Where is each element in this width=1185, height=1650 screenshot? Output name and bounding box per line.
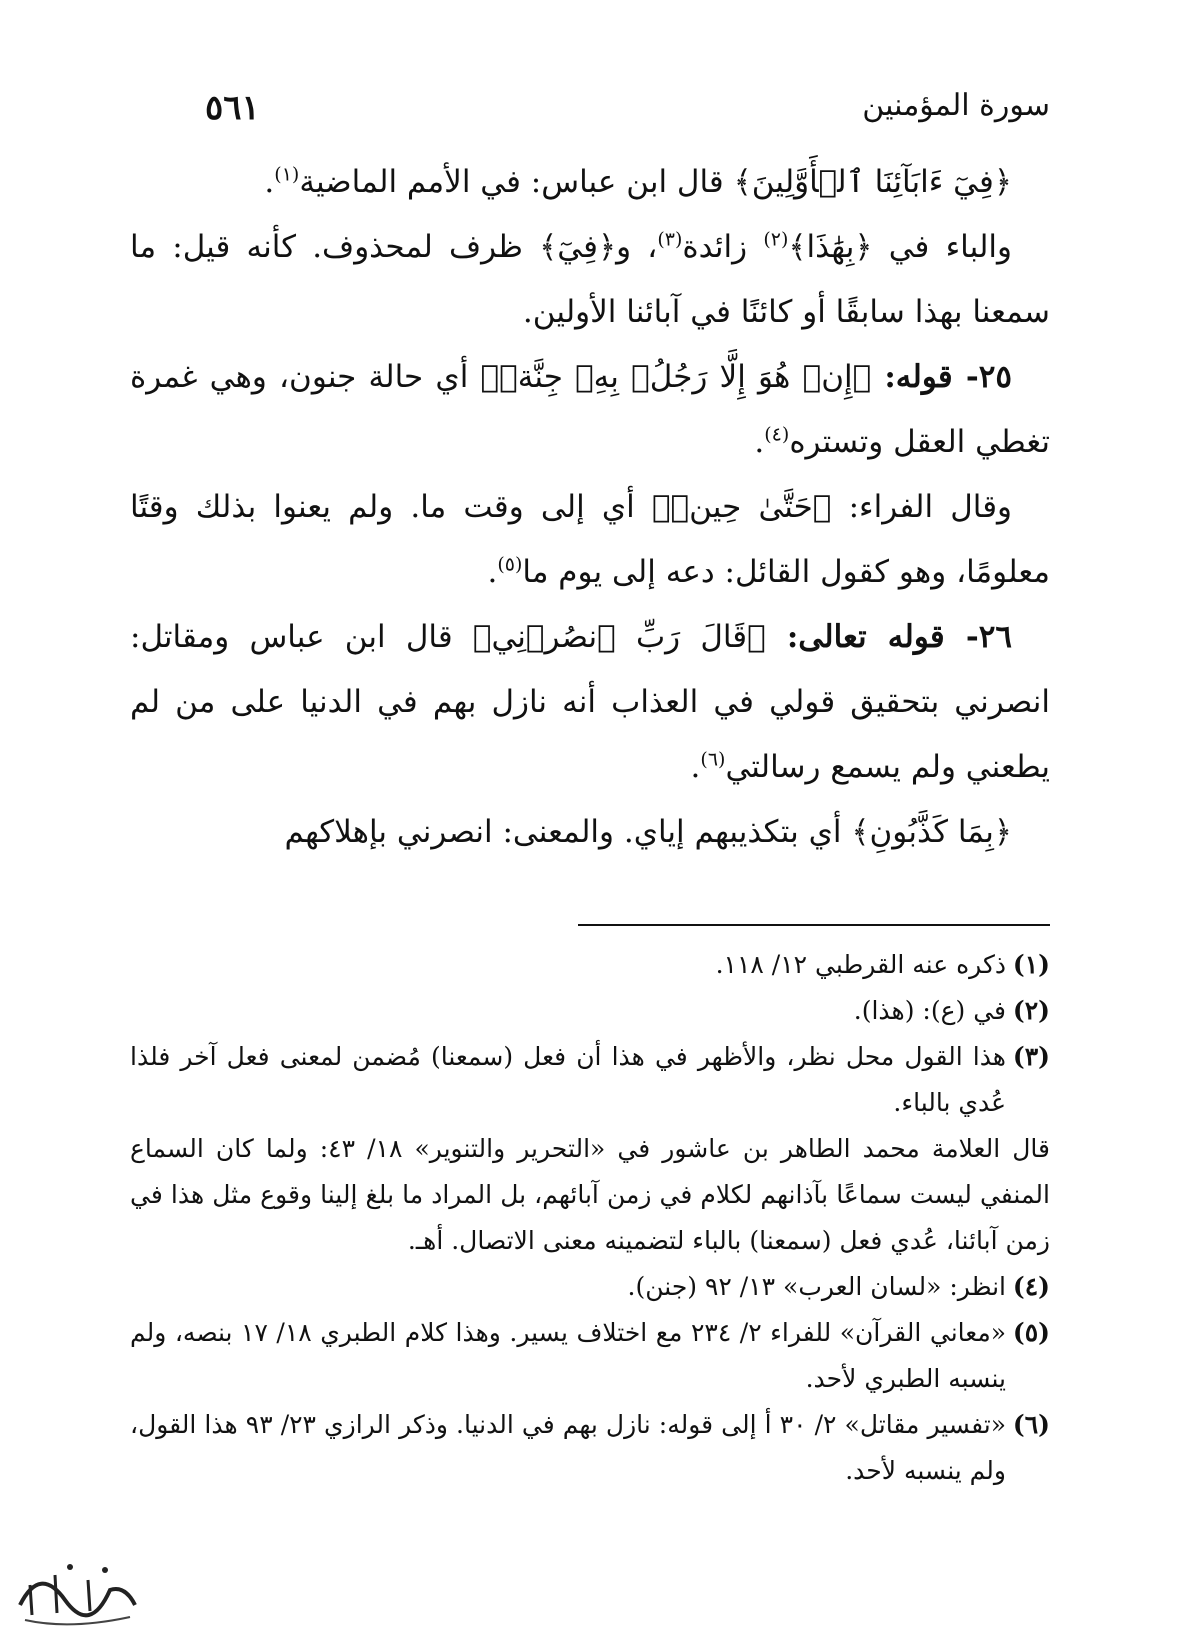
footnote-text: في (ع): (هذا). xyxy=(853,996,1006,1025)
paragraph-text: قال ابن عباس ومقاتل: انصرني بتحقيق قولي في العذاب أنه نازل بهم في الدنيا على من لم يطعني ولم يسمع رسالتي xyxy=(130,619,1050,785)
verse-number: ٢٥- قوله: xyxy=(871,359,1012,395)
main-text xyxy=(130,150,1050,865)
footnote-ref: (٤) xyxy=(764,423,790,446)
calligraphy-seal-logo xyxy=(10,1545,145,1635)
footnotes xyxy=(130,942,1050,1494)
paragraph-text: أي حالة جنون، وهي غمرة تغطي العقل وتستره xyxy=(130,359,1050,460)
footnote-text: انظر: «لسان العرب» ١٣/ ٩٢ (جنن). xyxy=(627,1272,1006,1301)
footnote-ref: (٦) xyxy=(700,748,726,771)
running-title: سورة المؤمنين xyxy=(862,88,1050,123)
paragraph-text: أي إلى وقت ما. ولم يعنوا بذلك وقتًا معلومًا، وهو كقول القائل: دعه إلى يوم ما xyxy=(130,489,1050,590)
verse-number: ٢٦- قوله تعالى: xyxy=(765,619,1012,655)
footnote-number: (٦) xyxy=(1012,1410,1050,1439)
paragraph-3 xyxy=(130,345,1050,475)
quran-quote: ﴿إِنۡ هُوَ إِلَّا رَجُلُۢ بِهِۦ جِنَّةٞ﴾ xyxy=(480,359,872,395)
footnote-ref: (٣) xyxy=(657,228,683,251)
paragraph-6 xyxy=(130,800,1050,865)
quran-quote: ﴿فِيٓ﴾ xyxy=(539,229,617,265)
paragraph-text: زائدة xyxy=(682,229,764,265)
footnote-ref: (٥) xyxy=(497,553,523,576)
footnote-text: «معاني القرآن» للفراء ٢/ ٢٣٤ مع اختلاف يسير. وهذا كلام الطبري ١٨/ ١٧ بنصه، ولم ينسبه الطبري لأحد. xyxy=(130,1318,1007,1393)
paragraph-text-end: . xyxy=(690,749,701,785)
paragraph-text: ، و xyxy=(616,229,658,265)
footnote-text: «تفسير مقاتل» ٢/ ٣٠ أ إلى قوله: نازل بهم في الدنيا. وذكر الرازي ٢٣/ ٩٣ هذا القول، ولم ينسبه لأحد. xyxy=(130,1410,1006,1485)
footnote-number: (١) xyxy=(1012,950,1050,979)
paragraph-text: والباء في xyxy=(872,229,1012,265)
paragraph-text: ظرف لمحذوف. كأنه قيل: ما سمعنا بهذا سابقًا أو كائنًا في آبائنا الأولين. xyxy=(130,229,1050,330)
footnote-ref: (١) xyxy=(274,163,300,186)
paragraph-text-end: . xyxy=(754,424,765,460)
footnote xyxy=(130,988,1050,1034)
quran-quote: ﴿حَتَّىٰ حِينٖ﴾ xyxy=(651,489,832,525)
quran-quote: ﴿قَالَ رَبِّ ٱنصُرۡنِي﴾ xyxy=(472,619,766,655)
paragraph-text: قال ابن عباس: في الأمم الماضية xyxy=(299,164,734,200)
footnote-number: (٣) xyxy=(1012,1042,1050,1071)
paragraph-text: أي بتكذيبهم إياي. والمعنى: انصرني بإهلاكهم xyxy=(284,814,852,850)
quran-quote: ﴿بِمَا كَذَّبُونِ﴾ xyxy=(851,814,1012,850)
paragraph-4 xyxy=(130,475,1050,605)
footnote-ref: (٢) xyxy=(763,228,789,251)
paragraph-text-end: . xyxy=(487,554,498,590)
footnote-continuation: قال العلامة محمد الطاهر بن عاشور في «التحرير والتنوير» ١٨/ ٤٣: ولما كان السماع المنفي ليست سماعًا بآذانهم لكلام في زمن آبائهم، بل المراد ما بلغ إلينا وقوع مثل هذا في زمن آبائنا، عُدي فعل (سمعنا) بالباء لتضمينه معنى الاتصال. أهـ. xyxy=(130,1134,1050,1255)
quran-quote: ﴿فِيٓ ءَابَآئِنَا ٱلۡأَوَّلِينَ﴾ xyxy=(733,164,1012,200)
footnote-text: ذكره عنه القرطبي ١٢/ ١١٨. xyxy=(715,950,1006,979)
page-header xyxy=(130,80,1050,130)
paragraph-text: وقال الفراء: xyxy=(831,489,1012,525)
footnote-text: هذا القول محل نظر، والأظهر في هذا أن فعل (سمعنا) مُضمن لمعنى فعل آخر فلذا عُدي بالباء. xyxy=(130,1042,1006,1117)
footnote-separator xyxy=(578,924,1050,926)
footnote-number: (٥) xyxy=(1012,1318,1050,1347)
quran-quote: ﴿بِهَٰذَا﴾ xyxy=(788,229,873,265)
paragraph-2 xyxy=(130,215,1050,345)
footnote xyxy=(130,942,1050,988)
footnote-number: (٢) xyxy=(1012,996,1050,1025)
footnote-number: (٤) xyxy=(1012,1272,1050,1301)
page-number: ٥٦١ xyxy=(205,88,260,128)
paragraph-text-end: . xyxy=(264,164,275,200)
paragraph-5 xyxy=(130,605,1050,800)
footnote xyxy=(130,1310,1050,1402)
footnote xyxy=(130,1402,1050,1494)
footnote xyxy=(130,1264,1050,1310)
footnote xyxy=(130,1034,1050,1126)
paragraph-1 xyxy=(130,150,1050,215)
